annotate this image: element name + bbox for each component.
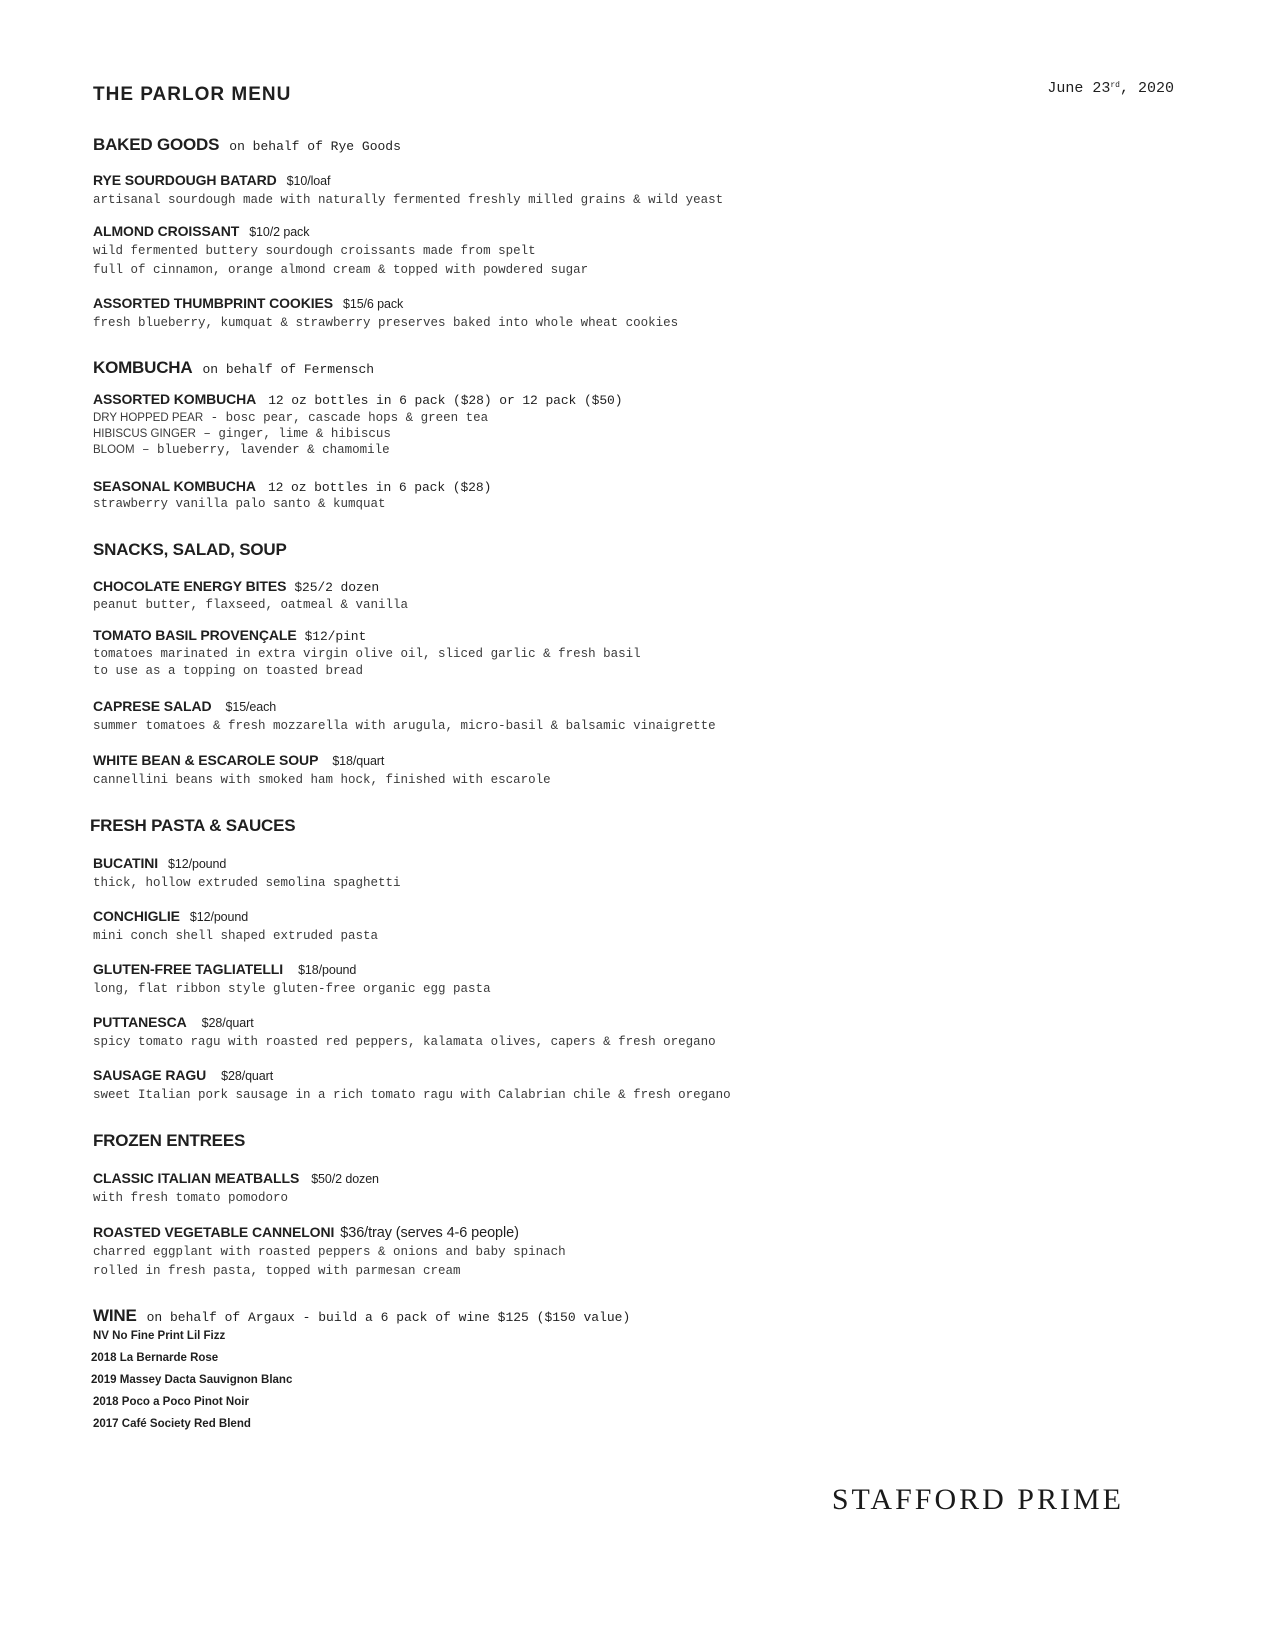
section-title-kombucha <box>93 358 374 378</box>
menu-item-rye-sourdough <box>93 172 330 188</box>
item-price: $18/pound <box>298 963 357 977</box>
wine-item: 2017 Café Society Red Blend <box>93 1418 251 1430</box>
item-description: to use as a topping on toasted bread <box>93 664 364 678</box>
item-name: CAPRESE SALAD <box>93 698 212 714</box>
item-price: $12/pound <box>189 910 249 924</box>
item-price: $25/2 dozen <box>294 580 380 595</box>
wine-item: 2019 Massey Dacta Sauvignon Blanc <box>91 1374 293 1386</box>
item-description: peanut butter, flaxseed, oatmeal & vanilla <box>93 598 409 612</box>
menu-item-thumbprint-cookies <box>93 295 403 311</box>
item-description: summer tomatoes & fresh mozzarella with arugula, micro-basil & balsamic vinaigrette <box>93 719 716 733</box>
item-price: 12 oz bottles in 6 pack ($28) <box>267 480 492 495</box>
item-description: fresh blueberry, kumquat & strawberry preserves baked into whole wheat cookies <box>93 316 679 330</box>
item-description: thick, hollow extruded semolina spaghetti <box>93 876 401 890</box>
item-name: ROASTED VEGETABLE CANNELONI <box>93 1224 335 1240</box>
menu-item-gluten-free-tagliatelli <box>93 961 356 977</box>
menu-item-assorted-kombucha <box>93 391 622 408</box>
section-title-pasta: FRESH PASTA & SAUCES <box>90 816 296 835</box>
item-description: charred eggplant with roasted peppers & onions and baby spinach <box>93 1245 566 1259</box>
flavor-desc: – ginger, lime & hibiscus <box>195 427 391 441</box>
item-name: GLUTEN-FREE TAGLIATELLI <box>93 961 284 977</box>
menu-item-almond-croissant <box>93 223 309 239</box>
menu-item-caprese <box>93 698 276 714</box>
menu-item-tomato-basil <box>93 627 366 644</box>
kombucha-flavor <box>93 410 488 425</box>
item-name: CONCHIGLIE <box>93 908 180 924</box>
item-description: artisanal sourdough made with naturally fermented freshly milled grains & wild yeast <box>93 193 724 207</box>
item-price: $10/loaf <box>286 174 331 188</box>
menu-item-sausage-ragu <box>93 1067 273 1083</box>
section-baked-goods-sub: on behalf of Rye Goods <box>229 139 401 154</box>
item-name: CHOCOLATE ENERGY BITES <box>93 578 287 594</box>
item-price: $28/quart <box>201 1016 254 1030</box>
menu-date <box>1047 80 1174 97</box>
wine-item: 2018 La Bernarde Rose <box>91 1352 219 1364</box>
flavor-name: BLOOM <box>93 444 135 456</box>
section-title-baked-goods <box>93 135 401 155</box>
section-wine-sub: on behalf of Argaux - build a 6 pack of wine $125 ($150 value) <box>146 1310 631 1325</box>
item-price: $15/6 pack <box>342 297 404 311</box>
flavor-name: HIBISCUS GINGER <box>93 428 196 440</box>
wine-item: 2018 Poco a Poco Pinot Noir <box>93 1396 249 1408</box>
menu-item-meatballs <box>93 1170 379 1186</box>
section-title-frozen: FROZEN ENTREES <box>93 1131 246 1150</box>
menu-item-canneloni <box>93 1224 519 1241</box>
item-name: SAUSAGE RAGU <box>93 1067 207 1083</box>
flavor-name: DRY HOPPED PEAR <box>93 412 204 424</box>
item-name: PUTTANESCA <box>93 1014 187 1030</box>
item-name: BUCATINI <box>93 855 159 871</box>
item-name: WHITE BEAN & ESCAROLE SOUP <box>93 752 319 768</box>
item-price: $28/quart <box>221 1069 274 1083</box>
item-name: RYE SOURDOUGH BATARD <box>93 172 277 188</box>
item-description: mini conch shell shaped extruded pasta <box>93 929 379 943</box>
section-title-wine <box>93 1306 630 1326</box>
wine-item: NV No Fine Print Lil Fizz <box>93 1330 226 1342</box>
item-description: strawberry vanilla palo santo & kumquat <box>93 497 386 511</box>
item-description: cannellini beans with smoked ham hock, finished with escarole <box>93 773 551 787</box>
item-description: wild fermented buttery sourdough croissants made from spelt <box>93 244 536 258</box>
item-name: ALMOND CROISSANT <box>93 223 240 239</box>
section-baked-goods-label: BAKED GOODS <box>93 135 220 154</box>
item-price: $50/2 dozen <box>311 1172 379 1186</box>
item-description: tomatoes marinated in extra virgin olive oil, sliced garlic & fresh basil <box>93 647 641 661</box>
section-kombucha-sub: on behalf of Fermensch <box>202 362 375 377</box>
section-title-snacks: SNACKS, SALAD, SOUP <box>93 540 287 559</box>
item-price: $10/2 pack <box>249 225 310 239</box>
section-wine-label: WINE <box>93 1306 137 1325</box>
item-description: rolled in fresh pasta, topped with parmesan cream <box>93 1264 461 1278</box>
brand-logo: STAFFORD PRIME <box>831 1483 1124 1516</box>
item-description: sweet Italian pork sausage in a rich tomato ragu with Calabrian chile & fresh oregano <box>93 1088 731 1102</box>
menu-item-white-bean-soup <box>93 752 384 768</box>
date-suffix: rd <box>1110 81 1120 90</box>
kombucha-flavor <box>93 442 390 457</box>
item-price: $12/pint <box>304 629 367 644</box>
flavor-desc: – blueberry, lavender & chamomile <box>134 443 390 457</box>
item-price: $12/pound <box>168 857 227 871</box>
menu-title: THE PARLOR MENU <box>93 84 292 105</box>
item-price: $36/tray (serves 4-6 people) <box>340 1225 519 1241</box>
menu-item-seasonal-kombucha <box>93 478 491 495</box>
item-name: ASSORTED THUMBPRINT COOKIES <box>93 295 333 311</box>
flavor-desc: - bosc pear, cascade hops & green tea <box>203 411 489 425</box>
item-name: SEASONAL KOMBUCHA <box>93 478 256 494</box>
item-price: 12 oz bottles in 6 pack ($28) or 12 pack ($50) <box>268 393 623 408</box>
item-description: spicy tomato ragu with roasted red peppers, kalamata olives, capers & fresh oregano <box>93 1035 716 1049</box>
item-name: CLASSIC ITALIAN MEATBALLS <box>93 1170 300 1186</box>
item-description: long, flat ribbon style gluten-free organic egg pasta <box>93 982 491 996</box>
item-name: TOMATO BASIL PROVENÇALE <box>93 627 297 643</box>
section-kombucha-label: KOMBUCHA <box>93 358 193 377</box>
item-price: $18/quart <box>332 754 385 768</box>
item-price: $15/each <box>225 700 277 714</box>
menu-item-puttanesca <box>93 1014 254 1030</box>
item-name: ASSORTED KOMBUCHA <box>93 391 257 407</box>
kombucha-flavor <box>93 426 391 441</box>
menu-item-conchiglie <box>93 908 248 924</box>
item-description: with fresh tomato pomodoro <box>93 1191 289 1205</box>
menu-item-energy-bites <box>93 578 379 595</box>
menu-item-bucatini <box>93 855 226 871</box>
item-description: full of cinnamon, orange almond cream & topped with powdered sugar <box>93 263 589 277</box>
date-main: June 23 <box>1047 80 1111 97</box>
date-year: , 2020 <box>1119 80 1174 97</box>
